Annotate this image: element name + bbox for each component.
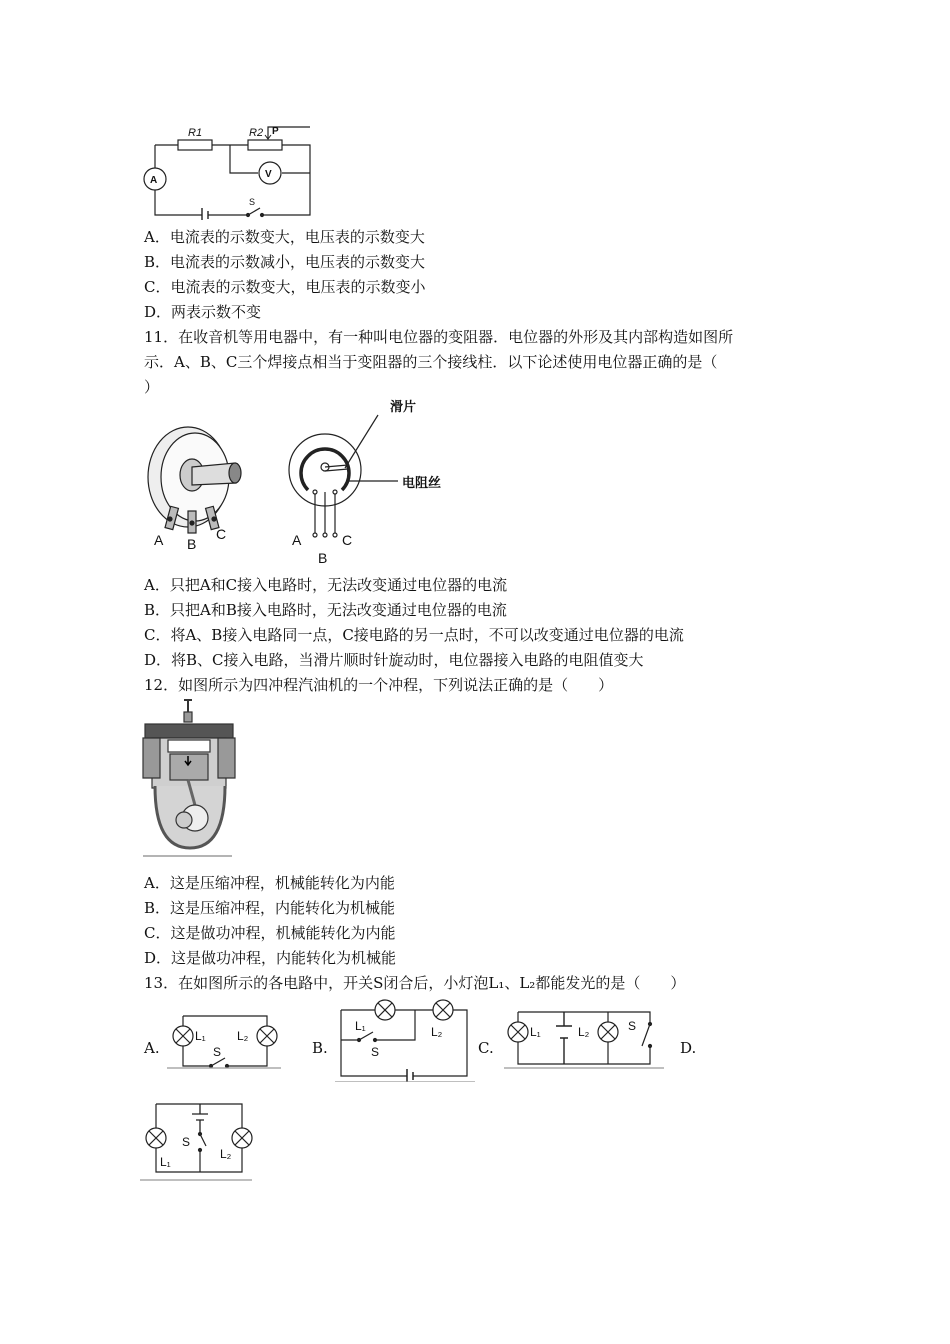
q13-choice-b-letter: B.: [312, 1039, 328, 1057]
q13-circuit-b: [335, 996, 477, 1082]
b-l2-label: L₂: [431, 1025, 443, 1039]
q13-choice-c-letter: C.: [478, 1039, 494, 1057]
q11-stem-line2: 示．A、B、C三个焊接点相当于变阻器的三个接线柱．以下论述使用电位器正确的是（: [144, 353, 718, 371]
q10-option-b: B．电流表的示数减小，电压表的示数变大: [144, 253, 426, 271]
int-pin-b-label: B: [318, 550, 328, 565]
r2-label: R2: [249, 127, 264, 139]
b-s-label: S: [371, 1045, 380, 1059]
q11-option-c: C．将A、B接入电路同一点，C接电路的另一点时，不可以改变通过电位器的电流: [144, 626, 684, 644]
ext-pin-b-label: B: [187, 536, 197, 552]
q11-potentiometer-figure: [140, 395, 470, 565]
q11-option-d: D．将B、C接入电路，当滑片顺时针旋动时，电位器接入电路的电阻值变大: [144, 651, 644, 669]
q10-circuit-figure: [140, 120, 320, 220]
q11-option-b: B．只把A和B接入电路时，无法改变通过电位器的电流: [144, 601, 507, 619]
switch-label: S: [249, 197, 256, 207]
voltmeter-label: V: [265, 169, 272, 180]
a-l2-label: L₂: [237, 1029, 249, 1043]
q12-engine-figure: [140, 698, 240, 858]
q11-stem-line1: 11．在收音机等用电器中，有一种叫电位器的变阻器．电位器的外形及其内部构造如图所: [144, 328, 734, 346]
q11-option-a: A．只把A和C接入电路时，无法改变通过电位器的电流: [144, 576, 508, 594]
a-s-label: S: [213, 1045, 222, 1059]
q13-circuit-c: [504, 1006, 670, 1070]
q13-choice-a-letter: A.: [144, 1039, 160, 1057]
c-l1-label: L₁: [530, 1025, 541, 1039]
c-s-label: S: [628, 1019, 637, 1033]
q13-circuit-d: [140, 1096, 260, 1182]
slider-label: 滑片: [390, 399, 417, 414]
q12-stem: 12．如图所示为四冲程汽油机的一个冲程，下列说法正确的是（ ）: [144, 676, 614, 694]
b-l1-label: L₁: [355, 1019, 366, 1033]
c-l2-label: L₂: [578, 1025, 590, 1039]
int-pin-c-label: C: [342, 532, 353, 548]
resistance-wire-label: 电阻丝: [402, 475, 442, 490]
ext-pin-c-label: C: [216, 526, 227, 542]
d-s-label: S: [182, 1135, 191, 1149]
d-l1-label: L₁: [160, 1155, 171, 1169]
q10-option-c: C．电流表的示数变大，电压表的示数变小: [144, 278, 426, 296]
ext-pin-a-label: A: [154, 532, 164, 548]
q13-stem: 13．在如图所示的各电路中，开关S闭合后，小灯泡L₁、L₂都能发光的是（ ）: [144, 974, 686, 992]
four-stroke-engine-image: [143, 700, 235, 856]
q12-option-d: D．这是做功冲程，内能转化为机械能: [144, 949, 397, 967]
slider-p-label: P: [272, 126, 279, 137]
q11-stem-line3: ）: [144, 378, 160, 396]
d-l2-label: L₂: [220, 1147, 232, 1161]
q10-option-d: D．两表示数不变: [144, 303, 262, 321]
q12-option-c: C．这是做功冲程，机械能转化为内能: [144, 924, 396, 942]
int-pin-a-label: A: [292, 532, 302, 548]
q10-option-a: A．电流表的示数变大，电压表的示数变大: [144, 228, 425, 246]
q12-option-a: A．这是压缩冲程，机械能转化为内能: [144, 874, 395, 892]
ammeter-label: A: [150, 175, 158, 186]
q13-circuit-a: [165, 1008, 285, 1070]
q13-choice-d-letter: D.: [680, 1039, 697, 1057]
potentiometer-exterior-image: [148, 427, 241, 533]
a-l1-label: L₁: [195, 1029, 206, 1043]
q12-option-b: B．这是压缩冲程，内能转化为机械能: [144, 899, 396, 917]
r1-label: R1: [188, 127, 203, 139]
